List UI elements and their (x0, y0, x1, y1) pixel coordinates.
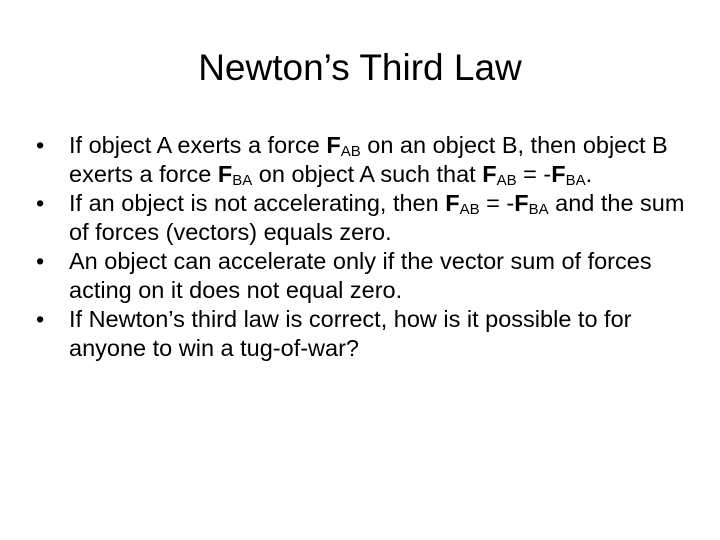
force-symbol: F (482, 161, 497, 187)
force-subscript: AB (459, 201, 480, 218)
force-subscript: BA (565, 172, 586, 189)
bullet-dot-icon: • (36, 132, 45, 158)
bullet-dot-icon: • (36, 306, 45, 332)
bullet-list (36, 131, 696, 363)
force-subscript: AB (340, 143, 361, 160)
force-subscript: BA (232, 172, 253, 189)
force-symbol: F (514, 190, 529, 216)
force-symbol: F (217, 161, 233, 187)
force-symbol: F (326, 132, 341, 158)
bullet-item-2 (36, 189, 696, 247)
bullet-3-text: An object can accelerate only if the vector sum of forces acting on it does not equal zero. (69, 248, 652, 303)
bullet-dot-icon: • (36, 190, 45, 216)
bullet-1-text: on an object B, then object B exerts a force (69, 132, 668, 187)
bullet-2-text: If an object is not accelerating, then (69, 190, 446, 216)
force-symbol: F (551, 161, 566, 187)
bullet-item-3 (36, 247, 696, 305)
bullet-1-text: If object A exerts a force (69, 132, 327, 158)
bullet-1-text: . (585, 161, 593, 187)
bullet-dot-icon: • (36, 248, 45, 274)
force-symbol: F (445, 190, 460, 216)
bullet-1-text: on object A such that (252, 161, 483, 187)
bullet-item-1 (36, 131, 696, 189)
bullet-2-text: = - (479, 190, 515, 216)
bullet-1-text: = - (516, 161, 552, 187)
bullet-item-4 (36, 305, 696, 363)
bullet-2-text: and the sum of forces (vectors) equals zero. (69, 190, 685, 245)
bullet-4-text: If Newton’s third law is correct, how is it possible to for anyone to win a tug-of-war? (69, 306, 632, 361)
force-subscript: BA (528, 201, 549, 218)
force-subscript: AB (496, 172, 517, 189)
slide-title: Newton’s Third Law (198, 47, 522, 88)
